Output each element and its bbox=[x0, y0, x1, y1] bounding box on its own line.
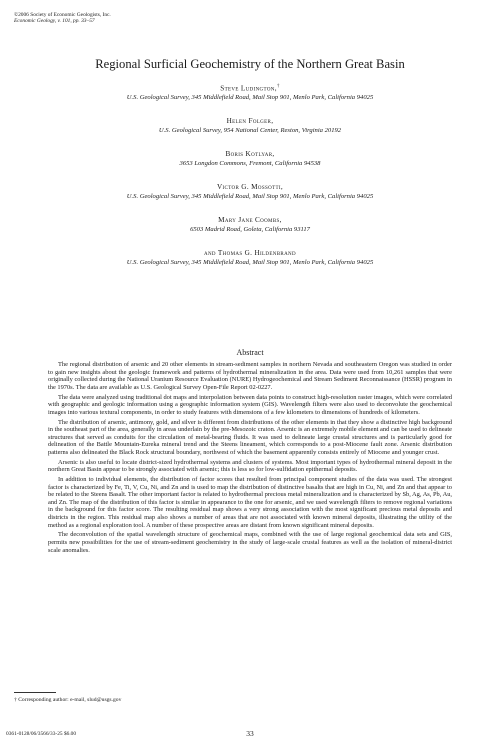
author-affiliation: 3653 Longdon Commons, Fremont, California 94538 bbox=[179, 160, 321, 168]
author-name: Mary Jane Coombs, bbox=[218, 216, 282, 225]
footnote-marker: † bbox=[276, 84, 280, 89]
abstract-paragraph: The distribution of arsenic, antimony, gold, and silver is different from distributions of the other elements in that they show a distinctive high background in the southeast part of the area, generally in areas underlain by the pre-Mesozoic craton. Arsenic is an extremely mobile element and can be used to delineate structures that served as conduits for the circulation of metal-bearing fluids. It was used to delineate large crustal structures and is particularly good for delineation of the Battle Mountain-Eureka mineral trend and the Steens lineament, which corresponds to a post-Miocene fault zone. Arsenic distribution patterns also delineated the Black Rock structural boundary, northwest of which the basement apparently consists entirely of Miocene and younger crust. bbox=[48, 418, 452, 456]
abstract-heading: Abstract bbox=[236, 348, 264, 357]
page-number: 33 bbox=[246, 729, 254, 738]
corresponding-author-footnote: † Corresponding author: e-mail, slud@usgs.gov bbox=[14, 697, 122, 703]
author-block bbox=[0, 216, 500, 236]
author-name: Victor G. Mossotti, bbox=[216, 183, 284, 192]
author-affiliation: 6503 Madrid Road, Goleta, California 93117 bbox=[190, 226, 310, 234]
paper-title: Regional Surficial Geochemistry of the Northern Great Basin bbox=[95, 57, 405, 71]
footnote-divider bbox=[14, 692, 56, 693]
abstract-body bbox=[48, 361, 452, 556]
author-name: and Thomas G. Hildenbrand bbox=[204, 249, 296, 258]
author-name: Helen Folger, bbox=[226, 117, 274, 126]
author-block bbox=[0, 117, 500, 137]
abstract-paragraph: The deconvolution of the spatial wavelength structure of geochemical maps, combined with the use of large regional geochemical data sets and GIS, permits new possibilities for the use of stream-sediment geochemistry in the study of large-scale crustal features as well as the isolation of mineral-district scale anomalies. bbox=[48, 531, 452, 554]
abstract-paragraph: The regional distribution of arsenic and 20 other elements in stream-sediment samples in northern Nevada and southeastern Oregon was studied in order to gain new insights about the geologic framework and patterns of hydrothermal mineralization in the area. Data were used from 10,261 samples that were originally collected during the National Uranium Resource Evaluation (NURE) Hydrogeochemical and Stream Sediment Reconnaissance (HSSR) program in the 1970s. The data are available as U.S. Geological Survey Open-File Report 02-0227. bbox=[48, 361, 452, 391]
author-name: Steve Ludington,† bbox=[220, 84, 280, 93]
author-affiliation: U.S. Geological Survey, 345 Middlefield Road, Mail Stop 901, Menlo Park, California 94025 bbox=[126, 259, 374, 267]
author-block bbox=[0, 183, 500, 203]
issn-line: 0361-0128/06/3566/33-25 $6.00 bbox=[6, 731, 77, 737]
author-block bbox=[0, 249, 500, 269]
author-affiliation: U.S. Geological Survey, 345 Middlefield Road, Mail Stop 901, Menlo Park, California 94025 bbox=[126, 193, 374, 201]
author-name: Boris Kotlyar, bbox=[225, 150, 275, 159]
abstract-paragraph: The data were analyzed using traditional dot maps and interpolation between data points to construct high-resolution raster images, which were correlated with geographic and geologic information using a geographic information system (GIS). Wavelength filters were also used to deconvolute the geochemical images into various textural components, in order to study features with dimensions of a few kilometers to dimensions of hundreds of kilometers. bbox=[48, 393, 452, 416]
author-affiliation: U.S. Geological Survey, 954 National Center, Reston, Virginia 20192 bbox=[158, 127, 342, 135]
abstract-paragraph: In addition to individual elements, the distribution of factor scores that resulted from principal component studies of the data was used. The strongest factor is characterized by Fe, Ti, V, Cu, Ni, and Zn and is used to map the distribution of distinctive basalts that are high in Cu, Ni, and Zn and that appear to be related to the Steens Basalt. The other important factor is related to hydrothermal precious metal mineralization and is characterized by Sb, Ag, As, Pb, Au, and Zn. The map of the distribution of this factor is similar in appearance to the one for arsenic, and we used wavelength filters to remove regional variations in the background for this factor score. The resulting residual map shows a very strong association with the most significant precious metal deposits and districts in the region. This residual map also shows a number of areas that are not associated with known mineral deposits, illustrating the utility of the method as a regional exploration tool. A number of these prospective areas are distant from known significant mineral deposits. bbox=[48, 476, 452, 529]
masthead bbox=[14, 12, 111, 25]
author-list bbox=[0, 82, 500, 282]
author-block bbox=[0, 82, 500, 104]
journal-citation: Economic Geology, v. 101, pp. 33–57 bbox=[14, 18, 95, 25]
copyright-line: ©2006 Society of Economic Geologists, Inc. bbox=[14, 12, 111, 18]
author-block bbox=[0, 150, 500, 170]
author-affiliation: U.S. Geological Survey, 345 Middlefield Road, Mail Stop 901, Menlo Park, California 94025 bbox=[126, 94, 374, 102]
abstract-paragraph: Arsenic is also useful to locate district-sized hydrothermal systems and clusters of systems. Most important types of hydrothermal mineral deposit in the northern Great Basin appear to be strongly associated with arsenic; this is less so for low-sulfidation epithermal deposits. bbox=[48, 458, 452, 474]
